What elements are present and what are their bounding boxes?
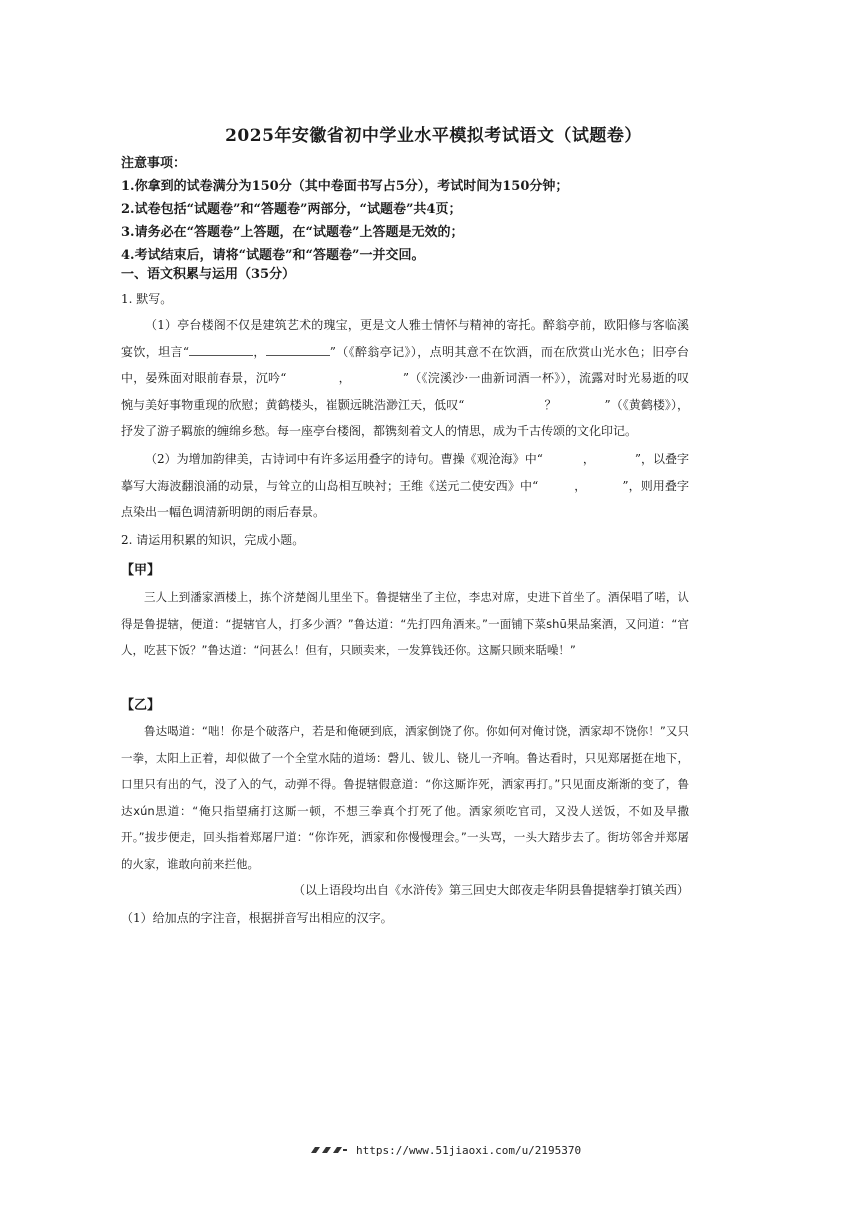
note-item-3: 3.请务必在“答题卷”上答题，在“试题卷”上答题是无效的； [121, 225, 464, 240]
passage-jia-text: 三人上到潘家酒楼上，拣个济楚阁儿里坐下。鲁提辖坐了主位，李忠对席，史进下首坐了。酒保唱了喏，认得是鲁提辖，便道：“提辖官人，打多少酒？”鲁达道：“先打四角酒来。”一面铺下菜shū果品案酒，又问道：“官人，吃甚下饭？”鲁达道：“问甚么！但有，只顾卖来，一发算钱还你。这厮只顾来聒噪！” [121, 590, 689, 658]
notes-block [121, 152, 741, 267]
exam-title: 2025年安徽省初中学业水平模拟考试语文（试题卷） [225, 126, 642, 146]
question-2-label: 2. 请运用积累的知识，完成小题。 [121, 533, 305, 547]
q1p2-comma-2: ， [574, 478, 587, 493]
footer [310, 1144, 581, 1158]
answer-blank[interactable] [266, 343, 330, 356]
passage-yi-label: 【乙】 [121, 698, 161, 713]
q1p1-comma-1: ， [253, 344, 266, 359]
51jiaoxi-logo-icon [310, 1145, 348, 1158]
q1p2-comma-1: ， [582, 452, 595, 466]
q1p1-text-3: ”（《浣溪沙·一曲新词酒一杯》），流露对时光易逝的叹惋与美好事物重现的欣慰；黄鹤楼头，崔颢远眺浩渺江天，低叹“ [121, 371, 689, 412]
question-1-part-2 [121, 446, 689, 526]
footer-url[interactable]: https://www.51jiaoxi.com/u/2195370 [356, 1144, 582, 1157]
note-item-4: 4.考试结束后，请将“试题卷”和“答题卷”一并交回。 [121, 248, 425, 263]
q1p1-question-mark: ？ [544, 397, 557, 412]
q1p2-text-3: ”，则用叠字点染出一幅色调清新明朗的雨后春景。 [121, 478, 689, 519]
section-heading: 一、语文积累与运用（35分） [121, 267, 296, 282]
q1p1-comma-2: ， [338, 371, 351, 385]
answer-blank[interactable] [189, 343, 253, 356]
sub-question-1: （1）给加点的字注音，根据拼音写出相应的汉字。 [121, 911, 393, 925]
passage-yi-text: 鲁达喝道：“咄！你是个破落户，若是和俺硬到底，洒家倒饶了你。你如何对俺讨饶，洒家却不饶你！”又只一拳，太阳上正着，却似做了一个全堂水陆的道场：磬儿、钹儿、铙儿一齐响。鲁达看时，只见郑屠挺在地下，口里只有出的气，没了入的气，动弹不得。鲁提辖假意道：“你这厮诈死，洒家再打。”只见面皮渐渐的变了，鲁达xún思道：“俺只指望痛打这厮一顿，不想三拳真个打死了他。洒家须吃官司，又没人送饭，不如及早撒开。”拔步便走，回头指着郑屠尸道：“你诈死，洒家和你慢慢理会。”一头骂，一头大踏步去了。街坊邻舍并郑屠的火家，谁敢向前来拦他。 [121, 724, 689, 871]
question-1-label: 1. 默写。 [121, 292, 173, 306]
q1p1-text-4: ”（《黄鹤楼》），抒发了游子羁旅的缠绵乡愁。每一座亭台楼阁，都镌刻着文人的情思，成为千古传颂的文化印记。 [121, 397, 689, 438]
q1p2-text-1: （2）为增加韵律美，古诗词中有许多运用叠字的诗句。曹操《观沧海》中“ [145, 452, 543, 466]
passage-source: （以上语段均出自《水浒传》第三回史大郎夜走华阴县鲁提辖拳打镇关西） [292, 883, 689, 897]
note-item-1: 1.你拿到的试卷满分为150分（其中卷面书写占5分），考试时间为150分钟； [121, 179, 569, 194]
note-item-2: 2.试卷包括“试题卷”和“答题卷”两部分，“试题卷”共4页； [121, 202, 462, 217]
notes-heading: 注意事项： [121, 156, 187, 171]
q1p1-text-2: ”（《醉翁亭记》），点明其意不在饮酒，而在欣赏山光水色；旧亭台中，晏殊面对眼前春景，沉吟“ [121, 344, 689, 385]
passage-jia-label: 【甲】 [121, 563, 161, 578]
q1p2-text-2: ”，以叠字摹写大海波翻浪涌的动景，与耸立的山岛相互映衬；王维《送元二使安西》中“ [121, 452, 689, 493]
q1p1-text-1: （1）亭台楼阁不仅是建筑艺术的瑰宝，更是文人雅士情怀与精神的寄托。醉翁亭前，欧阳修与客临溪宴饮，坦言“ [121, 318, 689, 359]
question-1-part-1 [121, 312, 689, 445]
